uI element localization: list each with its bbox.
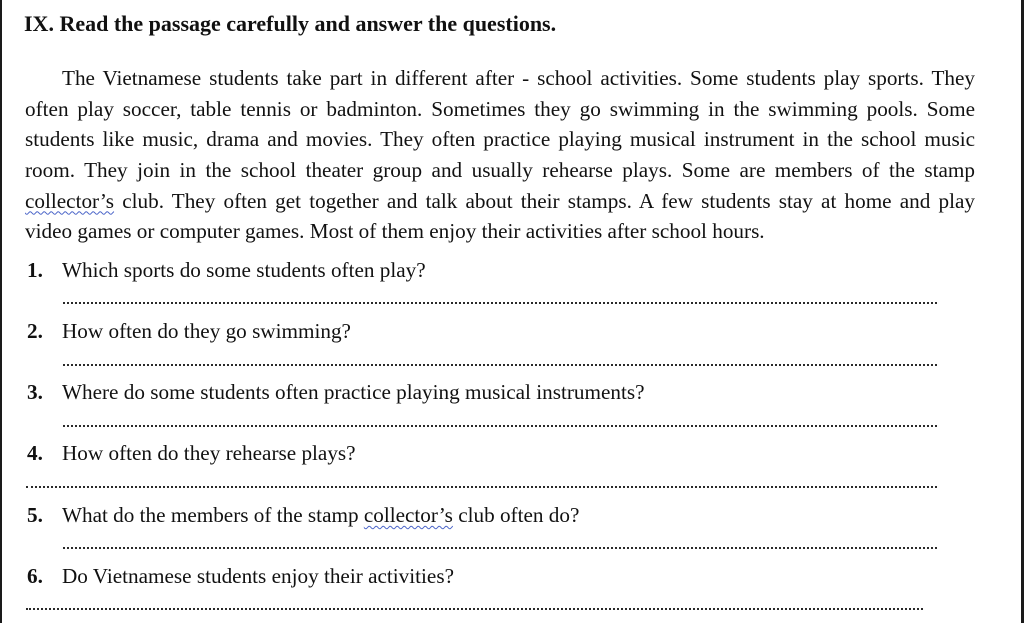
question-5 <box>27 501 957 529</box>
question-6 <box>27 562 957 590</box>
page-left-border <box>0 0 2 623</box>
answer-line-2[interactable] <box>63 364 937 366</box>
answer-line-3[interactable] <box>63 425 937 427</box>
question-number: 6. <box>27 564 43 588</box>
question-1 <box>27 256 957 284</box>
question-text: How often do they go swimming? <box>62 319 351 343</box>
answer-line-4[interactable] <box>26 486 937 488</box>
exercise-heading: IX. Read the passage carefully and answer the questions. <box>24 11 557 36</box>
question-3 <box>27 378 957 406</box>
question-2 <box>27 317 957 345</box>
passage-underlined-word: collector’s <box>25 188 115 213</box>
question-number: 2. <box>27 319 43 343</box>
answer-line-6[interactable] <box>26 608 923 610</box>
question-4 <box>27 439 957 467</box>
question-number: 4. <box>27 441 43 465</box>
passage-text-part2: club. They often get together and talk about their stamps. A few students stay at home and play video games or computer games. Most of them enjoy their activities after school hours. <box>25 188 975 244</box>
question-text: Which sports do some students often play? <box>62 258 426 282</box>
passage-text-part1: The Vietnamese students take part in different after - school activities. Some students play sports. They often play soccer, table tennis or badminton. Sometimes they go swimming in the swimming pools. Some students like music, drama and movies. They often practice playing musical instrument in the school music room. They join in the school theater group and usually rehearse plays. Some are members of the stamp <box>25 66 975 182</box>
question-text-after: club often do? <box>452 503 580 527</box>
question-number: 3. <box>27 380 43 404</box>
question-text: Where do some students often practice playing musical instruments? <box>62 380 645 404</box>
question-text: How often do they rehearse plays? <box>62 441 356 465</box>
question-underlined-word: collector’s <box>363 503 453 527</box>
answer-line-1[interactable] <box>63 302 937 304</box>
question-number: 5. <box>27 503 43 527</box>
question-text-before: What do the members of the stamp <box>62 503 364 527</box>
reading-passage <box>25 63 975 247</box>
question-text: Do Vietnamese students enjoy their activities? <box>62 564 454 588</box>
question-number: 1. <box>27 258 43 282</box>
answer-line-5[interactable] <box>63 547 937 549</box>
